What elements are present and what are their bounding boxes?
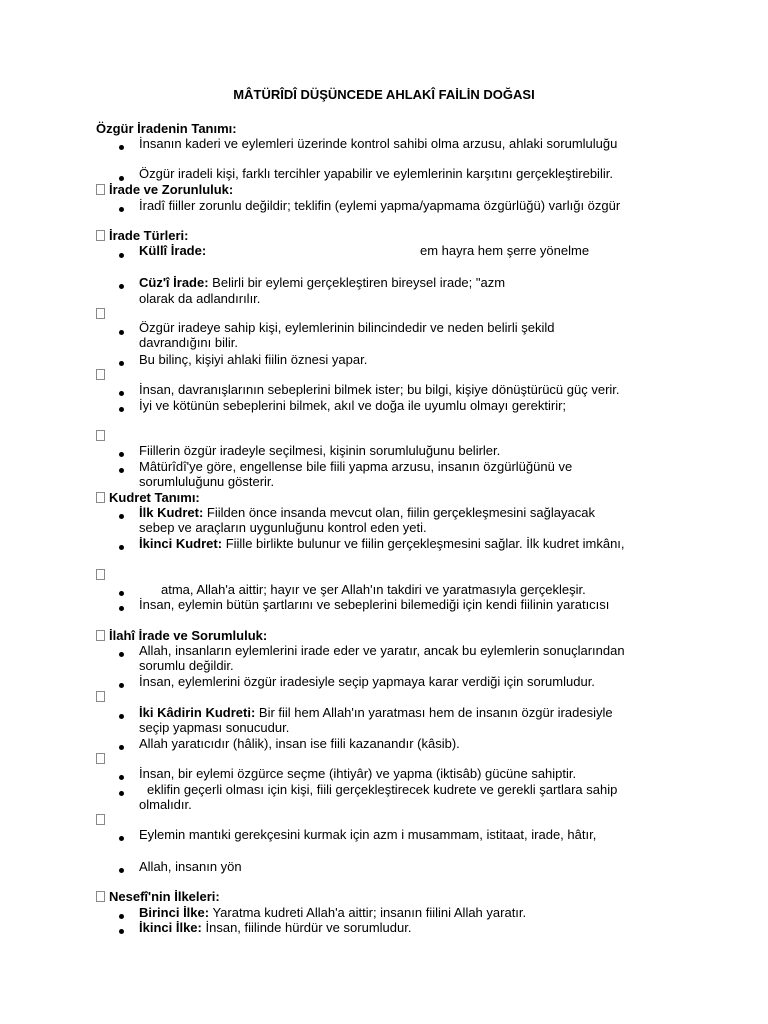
checkbox-glyph-icon xyxy=(96,814,105,825)
checkbox-glyph-icon xyxy=(96,691,105,702)
bullet xyxy=(119,452,124,457)
bullet xyxy=(119,652,124,657)
checkbox-glyph-icon xyxy=(96,308,105,319)
list-item-cont: sorumluluğunu gösterir. xyxy=(139,474,275,489)
bullet xyxy=(119,714,124,719)
list-item: İnsan, eylemin bütün şartlarını ve sebeplerini bilemediği için kendi fiilinin yaratıcısı xyxy=(139,597,610,612)
list-item-cont: olarak da adlandırılır. xyxy=(139,291,261,306)
bullet xyxy=(119,145,124,150)
empty-heading xyxy=(96,428,109,443)
bullet xyxy=(119,929,124,934)
section-heading-nesefi: Nesefî'nin İlkeleri: xyxy=(96,889,220,904)
list-item-label: Küllî İrade: xyxy=(139,243,207,258)
bullet xyxy=(119,253,124,258)
document-title: MÂTÜRÎDÎ DÜŞÜNCEDE AHLAKÎ FAİLİN DOĞASI xyxy=(233,87,535,102)
list-item: Özgür iradeli kişi, farklı tercihler yapabilir ve eylemlerinin karşıtını gerçekleştirebilir. xyxy=(139,166,613,181)
section-heading-free-will: Özgür İradenin Tanımı: xyxy=(96,121,237,136)
list-item: Allah, insanların eylemlerini irade eder ve yaratır, ancak bu eylemlerin sonuçlarından xyxy=(139,643,625,658)
list-item: Bu bilinç, kişiyi ahlaki fiilin öznesi yapar. xyxy=(139,352,368,367)
list-item: Mâtürîdî'ye göre, engellense bile fiili yapma arzusu, insanın özgürlüğünü ve xyxy=(139,459,573,474)
list-item: eklifin geçerli olması için kişi, fiili gerçekleştirecek kudrete ve gerekli şartlara sahip xyxy=(147,782,618,797)
list-item: İlk Kudret: Fiilden önce insanda mevcut olan, fiilin gerçekleşmesini sağlayacak xyxy=(139,505,595,520)
empty-heading xyxy=(96,689,109,704)
checkbox-glyph-icon xyxy=(96,430,105,441)
bullet xyxy=(119,361,124,366)
bullet xyxy=(119,514,124,519)
checkbox-glyph-icon xyxy=(96,492,105,503)
checkbox-glyph-icon xyxy=(96,891,105,902)
list-item: İnsanın kaderi ve eylemleri üzerinde kontrol sahibi olma arzusu, ahlaki sorumluluğu xyxy=(139,136,618,151)
checkbox-glyph-icon xyxy=(96,184,105,195)
empty-heading xyxy=(96,567,109,582)
list-item: İkinci İlke: İnsan, fiilinde hürdür ve sorumludur. xyxy=(139,920,412,935)
checkbox-glyph-icon xyxy=(96,230,105,241)
list-item: İkinci Kudret: Fiille birlikte bulunur ve fiilin gerçekleşmesini sağlar. İlk kudret imkânı, xyxy=(139,536,625,551)
bullet xyxy=(119,284,124,289)
section-heading-will-types: İrade Türleri: xyxy=(96,228,188,243)
list-item-text: em hayra hem şerre yönelme xyxy=(420,243,590,258)
bullet xyxy=(119,207,124,212)
empty-heading xyxy=(96,306,109,321)
list-item: Eylemin mantıki gerekçesini kurmak için azm i musammam, istitaat, irade, hâtır, xyxy=(139,827,597,842)
list-item: Cüz'î İrade: Belirli bir eylemi gerçekleştiren bireysel irade; "azm xyxy=(139,275,506,290)
bullet xyxy=(119,330,124,335)
list-item: Özgür iradeye sahip kişi, eylemlerinin bilincindedir ve neden belirli şekild xyxy=(139,320,555,335)
bullet xyxy=(119,683,124,688)
section-heading-will-necessity: İrade ve Zorunluluk: xyxy=(96,182,233,197)
list-item: İradî fiiller zorunlu değildir; teklifin (eylemi yapma/yapmama özgürlüğü) varlığı özgür xyxy=(139,198,621,213)
checkbox-glyph-icon xyxy=(96,569,105,580)
bullet xyxy=(119,836,124,841)
list-item: İyi ve kötünün sebeplerini bilmek, akıl ve doğa ile uyumlu olmayı gerektirir; xyxy=(139,398,567,413)
bullet xyxy=(119,914,124,919)
list-item: Allah, insanın yön xyxy=(139,859,242,874)
list-item-cont: seçip yapması sonucudur. xyxy=(139,720,290,735)
list-item-cont: olmalıdır. xyxy=(139,797,192,812)
checkbox-glyph-icon xyxy=(96,753,105,764)
bullet xyxy=(119,775,124,780)
empty-heading xyxy=(96,812,109,827)
section-heading-divine-will: İlahî İrade ve Sorumluluk: xyxy=(96,628,267,643)
list-item: atma, Allah'a aittir; hayır ve şer Allah'ın takdiri ve yaratmasıyla gerçekleşir. xyxy=(161,582,586,597)
checkbox-glyph-icon xyxy=(96,369,105,380)
bullet xyxy=(119,545,124,550)
bullet xyxy=(119,791,124,796)
list-item: İnsan, davranışlarının sebeplerini bilmek ister; bu bilgi, kişiye dönüştürücü güç verir. xyxy=(139,382,620,397)
bullet xyxy=(119,591,124,596)
bullet xyxy=(119,868,124,873)
section-heading-power: Kudret Tanımı: xyxy=(96,490,200,505)
list-item-cont: sebep ve araçların uygunluğunu kontrol eden yeti. xyxy=(139,520,427,535)
checkbox-glyph-icon xyxy=(96,630,105,641)
list-item: Fiillerin özgür iradeyle seçilmesi, kişinin sorumluluğunu belirler. xyxy=(139,443,501,458)
list-item: Birinci İlke: Yaratma kudreti Allah'a aittir; insanın fiilini Allah yaratır. xyxy=(139,905,527,920)
bullet xyxy=(119,606,124,611)
list-item: İnsan, eylemlerini özgür iradesiyle seçip yapmaya karar verdiği için sorumludur. xyxy=(139,674,595,689)
bullet xyxy=(119,745,124,750)
empty-heading xyxy=(96,751,109,766)
empty-heading xyxy=(96,367,109,382)
bullet xyxy=(119,468,124,473)
list-item: Allah yaratıcıdır (hâlik), insan ise fiili kazanandır (kâsib). xyxy=(139,736,460,751)
bullet xyxy=(119,391,124,396)
list-item-cont: sorumlu değildir. xyxy=(139,658,234,673)
list-item: İki Kâdirin Kudreti: Bir fiil hem Allah'ın yaratması hem de insanın özgür iradesiyle xyxy=(139,705,613,720)
list-item-cont: davrandığını bilir. xyxy=(139,335,239,350)
bullet xyxy=(119,176,124,181)
bullet xyxy=(119,407,124,412)
list-item: İnsan, bir eylemi özgürce seçme (ihtiyâr) ve yapma (iktisâb) gücüne sahiptir. xyxy=(139,766,577,781)
